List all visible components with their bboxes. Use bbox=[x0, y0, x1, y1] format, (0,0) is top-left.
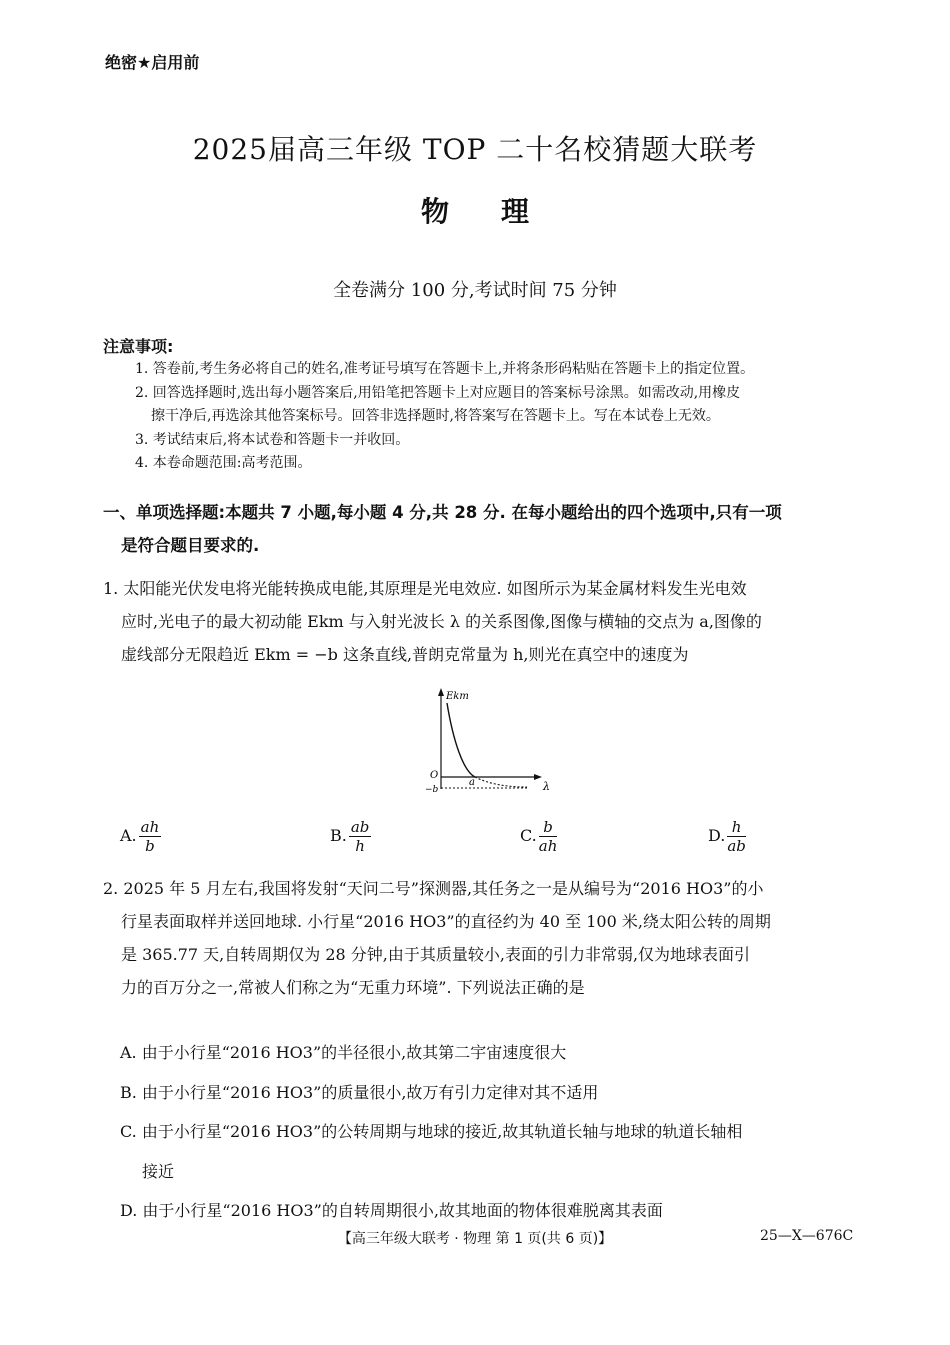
option-fraction bbox=[539, 818, 558, 855]
question-line: 应时,光电子的最大初动能 Ekm 与入射光波长 λ 的关系图像,图像与横轴的交点为 a,图像的 bbox=[121, 612, 762, 631]
neg-b-label: −b bbox=[425, 785, 439, 795]
q2-options bbox=[120, 1033, 880, 1231]
subject-title bbox=[0, 190, 950, 230]
option-fraction bbox=[139, 818, 162, 855]
q2-option-b[interactable]: B. 由于小行星“2016 HO3”的质量很小,故万有引力定律对其不适用 bbox=[120, 1082, 599, 1102]
fraction-denominator: h bbox=[355, 837, 365, 855]
question-line: 是 365.77 天,自转周期仅为 28 分钟,由于其质量较小,表面的引力非常弱,仅为地球表面引 bbox=[121, 945, 751, 964]
paper-code: 25—X—676C bbox=[760, 1228, 854, 1244]
ekm-curve bbox=[447, 703, 475, 777]
ekm-lambda-graph bbox=[415, 685, 550, 795]
question-line: 虚线部分无限趋近 Ekm = −b 这条直线,普朗克常量为 h,则光在真空中的速度为 bbox=[121, 645, 689, 664]
fraction-numerator: ab bbox=[350, 818, 370, 836]
q2-option-d[interactable]: D. 由于小行星“2016 HO3”的自转周期很小,故其地面的物体很难脱离其表面 bbox=[120, 1201, 663, 1220]
q1-option-c[interactable] bbox=[520, 818, 557, 855]
option-letter: C. bbox=[520, 826, 537, 845]
q1-option-d[interactable] bbox=[708, 818, 746, 855]
question-line: 1. 太阳能光伏发电将光能转换成电能,其原理是光电效应. 如图所示为某金属材料发生光电效 bbox=[103, 579, 747, 598]
fraction-denominator: ab bbox=[727, 837, 746, 855]
asymptotic-curve bbox=[475, 777, 527, 787]
option-fraction bbox=[349, 818, 372, 855]
exam-title: 2025届高三年级 TOP 二十名校猜题大联考 bbox=[192, 133, 758, 166]
origin-label: O bbox=[430, 770, 439, 781]
notice-item: 4. 本卷命题范围:高考范围。 bbox=[135, 455, 312, 471]
page-footer: 【高三年级大联考 · 物理 第 1 页(共 6 页)】 bbox=[337, 1231, 613, 1247]
x-axis-label: λ bbox=[543, 780, 550, 793]
question-line: 2. 2025 年 5 月左右,我国将发射“天问二号”探测器,其任务之一是从编号为“2016 HO3”的小 bbox=[103, 879, 764, 898]
fraction-denominator: b bbox=[145, 837, 155, 855]
question-line: 力的百万分之一,常被人们称之为“无重力环境”. 下列说法正确的是 bbox=[121, 978, 585, 997]
notice-heading: 注意事项: bbox=[103, 337, 174, 356]
option-letter: A. bbox=[120, 826, 137, 845]
notice-item: 擦干净后,再选涂其他答案标号。回答非选择题时,将答案写在答题卡上。写在本试卷上无效。 bbox=[151, 408, 720, 424]
fraction-denominator: ah bbox=[538, 837, 558, 855]
fraction-numerator: b bbox=[539, 818, 558, 837]
option-fraction bbox=[727, 818, 746, 855]
option-letter: B. bbox=[330, 826, 347, 845]
y-axis-arrow bbox=[438, 688, 444, 696]
subject-char-2: 理 bbox=[501, 195, 530, 228]
q2-option-c[interactable]: C. 由于小行星“2016 HO3”的公转周期与地球的接近,故其轨道长轴与地球的轨道长轴相 bbox=[120, 1122, 743, 1141]
notice-item: 2. 回答选择题时,选出每小题答案后,用铅笔把答题卡上对应题目的答案标号涂黑。如需改动,用橡皮 bbox=[135, 384, 741, 401]
subject-char-1: 物 bbox=[420, 195, 449, 228]
a-label: a bbox=[469, 777, 475, 788]
section-heading bbox=[103, 496, 873, 562]
option-letter: D. bbox=[708, 826, 726, 845]
notice-item: 1. 答卷前,考生务必将自己的姓名,准考证号填写在答题卡上,并将条形码粘贴在答题卡上的指定位置。 bbox=[135, 361, 755, 377]
fraction-numerator: ah bbox=[140, 818, 160, 836]
section-heading-line: 是符合题目要求的. bbox=[121, 536, 260, 555]
q2-option-a[interactable]: A. 由于小行星“2016 HO3”的半径很小,故其第二宇宙速度很大 bbox=[120, 1043, 567, 1062]
score-time-line: 全卷满分 100 分,考试时间 75 分钟 bbox=[333, 280, 617, 301]
q2-option-c-continued[interactable]: 接近 bbox=[142, 1161, 175, 1181]
secret-label: 绝密★启用前 bbox=[105, 53, 200, 72]
q1-option-b[interactable] bbox=[330, 818, 371, 855]
question-2 bbox=[103, 872, 873, 1004]
fraction-numerator: h bbox=[727, 818, 746, 837]
question-line: 行星表面取样并送回地球. 小行星“2016 HO3”的直径约为 40 至 100 米,绕太阳公转的周期 bbox=[121, 912, 771, 931]
x-axis-arrow bbox=[534, 774, 542, 780]
question-1 bbox=[103, 572, 873, 671]
notice-list bbox=[135, 358, 875, 476]
q1-option-a[interactable] bbox=[120, 818, 161, 855]
notice-item: 3. 考试结束后,将本试卷和答题卡一并收回。 bbox=[135, 431, 410, 448]
y-axis-label: Ekm bbox=[446, 691, 469, 702]
section-heading-line: 一、单项选择题:本题共 7 小题,每小题 4 分,共 28 分. 在每小题给出的四个选项中,只有一项 bbox=[103, 503, 782, 522]
